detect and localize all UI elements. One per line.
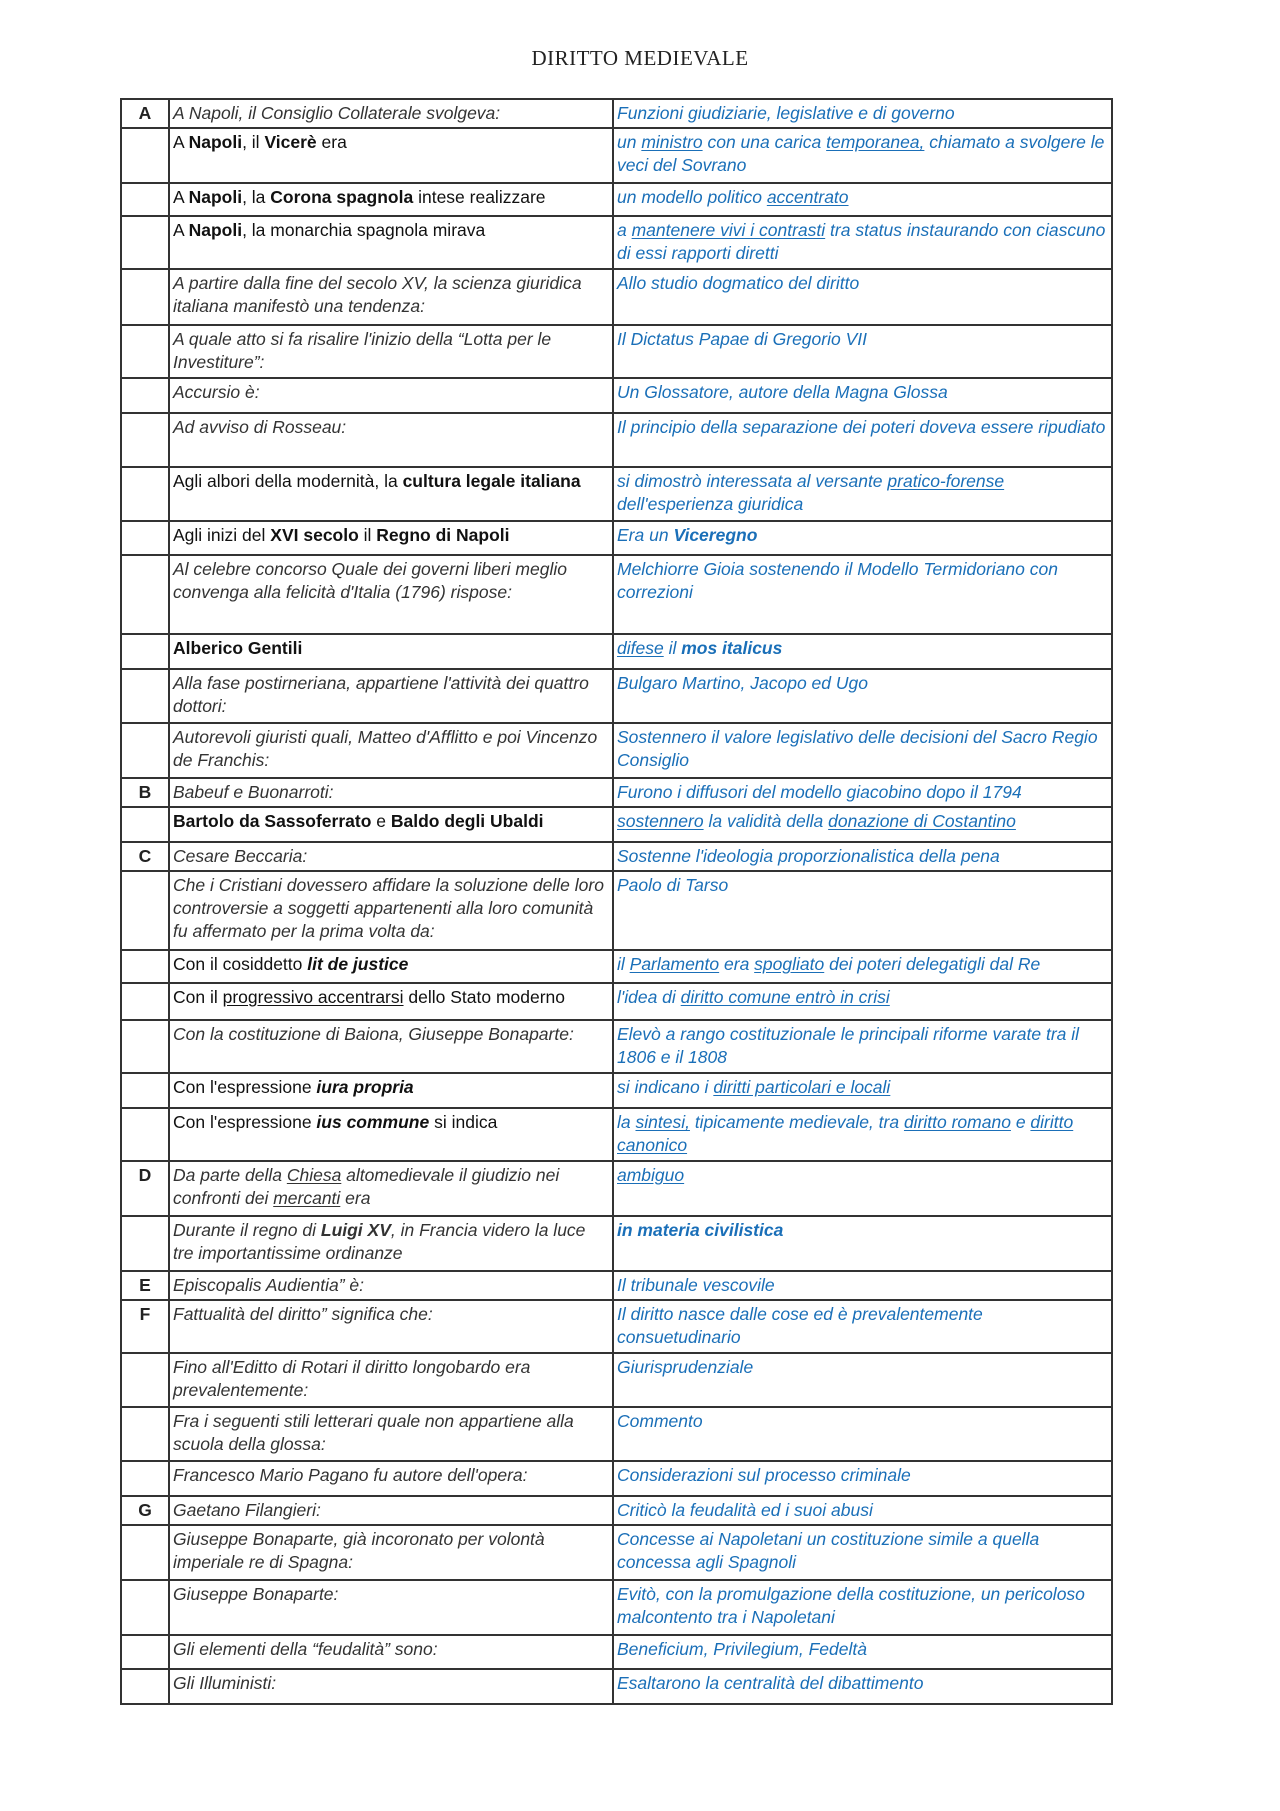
question-cell bbox=[169, 378, 613, 413]
answer-cell bbox=[613, 269, 1112, 325]
letter-cell bbox=[121, 871, 169, 950]
question-cell bbox=[169, 1669, 613, 1704]
letter-cell bbox=[121, 521, 169, 555]
question-cell bbox=[169, 269, 613, 325]
answer-text: diritto romano bbox=[903, 1112, 1011, 1132]
question-text: e bbox=[371, 811, 391, 831]
question-text: Gli elementi della “feudalità” sono: bbox=[173, 1639, 438, 1659]
question-text: , la bbox=[242, 187, 271, 207]
answer-cell bbox=[613, 128, 1112, 183]
question-text: intese realizzare bbox=[413, 187, 546, 207]
question-text: Da parte della bbox=[173, 1165, 287, 1185]
table-row bbox=[121, 183, 1112, 216]
question-text: , la monarchia spagnola mirava bbox=[242, 220, 486, 240]
answer-text: con una carica bbox=[702, 132, 827, 152]
question-text: Fra i seguenti stili letterari quale non appartiene alla scuola della glossa: bbox=[173, 1411, 574, 1454]
question-text: era bbox=[316, 132, 347, 152]
answer-text: tipicamente medievale, tra bbox=[689, 1112, 904, 1132]
question-cell bbox=[169, 778, 613, 807]
question-text: Giuseppe Bonaparte: bbox=[173, 1584, 339, 1604]
answer-text: Viceregno bbox=[673, 525, 758, 545]
answer-cell bbox=[613, 99, 1112, 128]
answer-text: Concesse ai Napoletani un costituzione simile a quella concessa agli Spagnoli bbox=[617, 1529, 1040, 1572]
question-text: Con il bbox=[173, 987, 223, 1007]
table-row bbox=[121, 269, 1112, 325]
letter-cell bbox=[121, 269, 169, 325]
table-row bbox=[121, 723, 1112, 778]
answer-cell bbox=[613, 467, 1112, 521]
question-text: Napoli bbox=[188, 187, 243, 207]
question-cell bbox=[169, 1216, 613, 1271]
answer-text: Commento bbox=[617, 1411, 703, 1431]
question-text: dello Stato moderno bbox=[403, 987, 566, 1007]
answer-cell bbox=[613, 183, 1112, 216]
question-text: Fino all'Editto di Rotari il diritto longobardo era prevalentemente: bbox=[173, 1357, 531, 1400]
question-text: Con l'espressione bbox=[173, 1077, 317, 1097]
question-cell bbox=[169, 1407, 613, 1461]
question-cell bbox=[169, 842, 613, 871]
answer-text: era bbox=[719, 954, 755, 974]
question-text: Baldo degli Ubaldi bbox=[390, 811, 544, 831]
question-text: Alberico Gentili bbox=[173, 638, 303, 658]
question-cell bbox=[169, 723, 613, 778]
question-cell bbox=[169, 871, 613, 950]
letter-cell bbox=[121, 216, 169, 269]
table-row bbox=[121, 467, 1112, 521]
answer-text: ministro bbox=[641, 132, 703, 152]
answer-cell bbox=[613, 1161, 1112, 1216]
table-row bbox=[121, 1580, 1112, 1635]
letter-cell: E bbox=[121, 1271, 169, 1300]
question-text: Episcopalis Audientia” è: bbox=[173, 1275, 364, 1295]
answer-text: accentrato bbox=[766, 187, 849, 207]
question-text: A bbox=[173, 132, 189, 152]
answer-text: Criticò la feudalità ed i suoi abusi bbox=[617, 1500, 873, 1520]
answer-text: Melchiorre Gioia sostenendo il Modello Termidoriano con correzioni bbox=[617, 559, 1058, 602]
answer-text: donazione di Costantino bbox=[828, 811, 1016, 831]
answer-cell bbox=[613, 1407, 1112, 1461]
answer-cell bbox=[613, 325, 1112, 378]
answer-text: diritto comune entrò in crisi bbox=[680, 987, 890, 1007]
question-cell bbox=[169, 216, 613, 269]
answer-cell bbox=[613, 1635, 1112, 1669]
question-cell bbox=[169, 1353, 613, 1407]
table-row bbox=[121, 216, 1112, 269]
question-text: Vicerè bbox=[264, 132, 317, 152]
answer-cell bbox=[613, 669, 1112, 723]
answer-cell bbox=[613, 1525, 1112, 1580]
question-cell bbox=[169, 99, 613, 128]
answer-text: un modello politico bbox=[617, 187, 767, 207]
table-row bbox=[121, 1525, 1112, 1580]
answer-text: a bbox=[617, 220, 632, 240]
table-row bbox=[121, 1496, 1112, 1525]
answer-cell bbox=[613, 634, 1112, 669]
question-text: Con il cosiddetto bbox=[173, 954, 308, 974]
answer-text: Sostennero il valore legislativo delle decisioni del Sacro Regio Consiglio bbox=[617, 727, 1098, 770]
letter-cell bbox=[121, 669, 169, 723]
question-text: era bbox=[340, 1188, 371, 1208]
answer-text: Evitò, con la promulgazione della costituzione, un pericoloso malcontento tra i Napoletani bbox=[617, 1584, 1085, 1627]
letter-cell bbox=[121, 325, 169, 378]
question-text: lit de justice bbox=[307, 954, 409, 974]
answer-text: temporanea, bbox=[826, 132, 925, 152]
question-text: si indica bbox=[429, 1112, 498, 1132]
answer-text: in materia civilistica bbox=[617, 1220, 784, 1240]
question-text: Babeuf e Buonarroti: bbox=[173, 782, 334, 802]
question-cell bbox=[169, 555, 613, 634]
table-row bbox=[121, 1635, 1112, 1669]
question-cell bbox=[169, 634, 613, 669]
question-cell bbox=[169, 1496, 613, 1525]
letter-cell bbox=[121, 1108, 169, 1161]
table-row bbox=[121, 1407, 1112, 1461]
question-cell bbox=[169, 1525, 613, 1580]
letter-cell bbox=[121, 1216, 169, 1271]
question-text: Chiesa bbox=[286, 1165, 342, 1185]
letter-cell: G bbox=[121, 1496, 169, 1525]
answer-cell bbox=[613, 1073, 1112, 1108]
question-cell bbox=[169, 807, 613, 842]
question-text: , il bbox=[242, 132, 265, 152]
table-row bbox=[121, 325, 1112, 378]
answer-cell bbox=[613, 216, 1112, 269]
question-cell bbox=[169, 1461, 613, 1496]
letter-cell bbox=[121, 1635, 169, 1669]
answer-text: Funzioni giudiziarie, legislative e di governo bbox=[617, 103, 955, 123]
page-title: DIRITTO MEDIEVALE bbox=[531, 46, 749, 70]
answer-text: sostennero bbox=[617, 811, 704, 831]
answer-cell bbox=[613, 1271, 1112, 1300]
answer-text: Furono i diffusori del modello giacobino dopo il 1794 bbox=[617, 782, 1022, 802]
letter-cell bbox=[121, 950, 169, 983]
answer-text: si indicano i bbox=[617, 1077, 714, 1097]
table-row bbox=[121, 128, 1112, 183]
answer-text: difese bbox=[617, 638, 664, 658]
letter-cell: A bbox=[121, 99, 169, 128]
question-text: Accursio è: bbox=[173, 382, 260, 402]
table-row bbox=[121, 950, 1112, 983]
qa-table bbox=[120, 98, 1113, 1705]
question-cell bbox=[169, 1271, 613, 1300]
qa-table-body bbox=[121, 99, 1112, 1704]
question-cell bbox=[169, 983, 613, 1020]
answer-cell bbox=[613, 555, 1112, 634]
answer-text: il bbox=[617, 954, 630, 974]
answer-text: Il Dictatus Papae di Gregorio VII bbox=[617, 329, 867, 349]
letter-cell: C bbox=[121, 842, 169, 871]
answer-cell bbox=[613, 842, 1112, 871]
table-row bbox=[121, 1271, 1112, 1300]
letter-cell bbox=[121, 1525, 169, 1580]
table-row bbox=[121, 871, 1112, 950]
question-text: Francesco Mario Pagano fu autore dell'opera: bbox=[173, 1465, 528, 1485]
question-cell bbox=[169, 128, 613, 183]
question-text: Con la costituzione di Baiona, Giuseppe Bonaparte: bbox=[173, 1024, 574, 1044]
question-text: mercanti bbox=[273, 1188, 341, 1208]
table-row bbox=[121, 842, 1112, 871]
question-cell bbox=[169, 413, 613, 467]
question-text: , in Francia videro la luce tre importantissime ordinanze bbox=[173, 1220, 586, 1263]
question-cell bbox=[169, 1300, 613, 1353]
question-text: Agli albori della modernità, la bbox=[173, 471, 403, 491]
table-row bbox=[121, 555, 1112, 634]
question-text: Gli Illuministi: bbox=[173, 1673, 277, 1693]
answer-cell bbox=[613, 1353, 1112, 1407]
answer-text: Giurisprudenziale bbox=[617, 1357, 754, 1377]
answer-cell bbox=[613, 1669, 1112, 1704]
letter-cell bbox=[121, 1461, 169, 1496]
question-cell bbox=[169, 1161, 613, 1216]
answer-text: Considerazioni sul processo criminale bbox=[617, 1465, 911, 1485]
answer-text: un bbox=[617, 132, 642, 152]
table-row bbox=[121, 983, 1112, 1020]
answer-text: Esaltarono la centralità del dibattimento bbox=[617, 1673, 924, 1693]
answer-text: Parlamento bbox=[629, 954, 720, 974]
question-text: Fattualità del diritto” significa che: bbox=[173, 1304, 433, 1324]
question-text: Al celebre concorso Quale dei governi liberi meglio convenga alla felicità d'Italia (1796) rispose: bbox=[173, 559, 567, 602]
table-row bbox=[121, 1108, 1112, 1161]
question-text: Che i Cristiani dovessero affidare la soluzione delle loro controversie a soggetti appartenenti alla loro comunità fu affermato per la prima volta da: bbox=[173, 875, 604, 941]
letter-cell bbox=[121, 1407, 169, 1461]
question-cell bbox=[169, 1073, 613, 1108]
question-text: Corona spagnola bbox=[270, 187, 414, 207]
answer-cell bbox=[613, 413, 1112, 467]
table-row bbox=[121, 1216, 1112, 1271]
answer-text: Era un bbox=[617, 525, 674, 545]
letter-cell bbox=[121, 128, 169, 183]
answer-text: diritti particolari e locali bbox=[713, 1077, 891, 1097]
question-text: il bbox=[358, 525, 377, 545]
question-text: cultura legale italiana bbox=[402, 471, 581, 491]
answer-text: Il diritto nasce dalle cose ed è prevalentemente consuetudinario bbox=[617, 1304, 983, 1347]
answer-text: la bbox=[617, 1112, 636, 1132]
letter-cell bbox=[121, 1353, 169, 1407]
answer-cell bbox=[613, 1108, 1112, 1161]
question-text: iura propria bbox=[316, 1077, 414, 1097]
question-text: Ad avviso di Rosseau: bbox=[173, 417, 347, 437]
question-text: XVI secolo bbox=[270, 525, 359, 545]
answer-text: sintesi, bbox=[635, 1112, 690, 1132]
letter-cell bbox=[121, 1073, 169, 1108]
table-row bbox=[121, 378, 1112, 413]
letter-cell bbox=[121, 723, 169, 778]
table-row bbox=[121, 778, 1112, 807]
question-text: A bbox=[173, 220, 189, 240]
question-cell bbox=[169, 1580, 613, 1635]
question-cell bbox=[169, 1635, 613, 1669]
question-text: A Napoli, il Consiglio Collaterale svolgeva: bbox=[173, 103, 501, 123]
answer-cell bbox=[613, 1216, 1112, 1271]
answer-text: chiamato a svolgere le veci del Sovrano bbox=[617, 132, 1105, 175]
answer-text: l'idea di bbox=[617, 987, 681, 1007]
answer-text: tra status instaurando con ciascuno di essi rapporti diretti bbox=[617, 220, 1106, 263]
letter-cell: F bbox=[121, 1300, 169, 1353]
question-cell bbox=[169, 1108, 613, 1161]
table-row bbox=[121, 1669, 1112, 1704]
answer-cell bbox=[613, 983, 1112, 1020]
question-cell bbox=[169, 669, 613, 723]
answer-text: diritto canonico bbox=[617, 1112, 1074, 1155]
answer-text: dei poteri delegatigli dal Re bbox=[824, 954, 1041, 974]
letter-cell bbox=[121, 413, 169, 467]
answer-text: e bbox=[1010, 1112, 1031, 1132]
question-text: Cesare Beccaria: bbox=[173, 846, 308, 866]
letter-cell bbox=[121, 183, 169, 216]
letter-cell bbox=[121, 1669, 169, 1704]
answer-text: pratico-forense bbox=[887, 471, 1005, 491]
question-cell bbox=[169, 183, 613, 216]
letter-cell bbox=[121, 555, 169, 634]
answer-cell bbox=[613, 807, 1112, 842]
answer-cell bbox=[613, 778, 1112, 807]
table-row bbox=[121, 1461, 1112, 1496]
question-text: altomedievale il giudizio nei confronti dei bbox=[173, 1165, 560, 1208]
table-row bbox=[121, 1161, 1112, 1216]
answer-cell bbox=[613, 378, 1112, 413]
question-cell bbox=[169, 521, 613, 555]
question-text: progressivo accentrarsi bbox=[222, 987, 404, 1007]
answer-text: il bbox=[663, 638, 682, 658]
question-text: Napoli bbox=[188, 220, 243, 240]
letter-cell bbox=[121, 634, 169, 669]
answer-text: dell'esperienza giuridica bbox=[617, 494, 804, 514]
answer-text: ambiguo bbox=[617, 1165, 685, 1185]
question-text: Giuseppe Bonaparte, già incoronato per volontà imperiale re di Spagna: bbox=[173, 1529, 545, 1572]
answer-cell bbox=[613, 871, 1112, 950]
question-cell bbox=[169, 325, 613, 378]
question-cell bbox=[169, 467, 613, 521]
question-text: Durante il regno di bbox=[173, 1220, 321, 1240]
letter-cell bbox=[121, 1020, 169, 1073]
answer-text: la validità della bbox=[703, 811, 829, 831]
letter-cell bbox=[121, 807, 169, 842]
answer-cell bbox=[613, 1461, 1112, 1496]
question-cell bbox=[169, 950, 613, 983]
letter-cell: D bbox=[121, 1161, 169, 1216]
table-row bbox=[121, 669, 1112, 723]
answer-cell bbox=[613, 723, 1112, 778]
answer-text: spogliato bbox=[754, 954, 825, 974]
question-text: Gaetano Filangieri: bbox=[173, 1500, 321, 1520]
question-text: Napoli bbox=[188, 132, 243, 152]
letter-cell bbox=[121, 1580, 169, 1635]
answer-text: Beneficium, Privilegium, Fedeltà bbox=[617, 1639, 867, 1659]
table-row bbox=[121, 1300, 1112, 1353]
answer-cell bbox=[613, 1300, 1112, 1353]
question-text: Agli inizi del bbox=[173, 525, 271, 545]
answer-cell bbox=[613, 1496, 1112, 1525]
table-row bbox=[121, 521, 1112, 555]
question-text: ius commune bbox=[316, 1112, 430, 1132]
answer-text: mantenere vivi i contrasti bbox=[631, 220, 826, 240]
question-text: A partire dalla fine del secolo XV, la scienza giuridica italiana manifestò una tendenza: bbox=[173, 273, 582, 316]
question-text: Regno di Napoli bbox=[376, 525, 510, 545]
answer-cell bbox=[613, 521, 1112, 555]
letter-cell bbox=[121, 983, 169, 1020]
answer-text: Un Glossatore, autore della Magna Glossa bbox=[617, 382, 948, 402]
table-row bbox=[121, 413, 1112, 467]
letter-cell: B bbox=[121, 778, 169, 807]
table-row bbox=[121, 1353, 1112, 1407]
table-row bbox=[121, 1020, 1112, 1073]
table-row bbox=[121, 634, 1112, 669]
answer-cell bbox=[613, 950, 1112, 983]
answer-text: Paolo di Tarso bbox=[617, 875, 729, 895]
answer-text: Allo studio dogmatico del diritto bbox=[617, 273, 860, 293]
answer-cell bbox=[613, 1020, 1112, 1073]
answer-text: Bulgaro Martino, Jacopo ed Ugo bbox=[617, 673, 868, 693]
table-row bbox=[121, 807, 1112, 842]
question-cell bbox=[169, 1020, 613, 1073]
question-text: Bartolo da Sassoferrato bbox=[173, 811, 372, 831]
question-text: Luigi XV bbox=[320, 1220, 391, 1240]
answer-text: Il principio della separazione dei poteri doveva essere ripudiato bbox=[617, 417, 1106, 437]
table-row bbox=[121, 1073, 1112, 1108]
answer-text: mos italicus bbox=[681, 638, 783, 658]
letter-cell bbox=[121, 378, 169, 413]
question-text: Autorevoli giuristi quali, Matteo d'Afflitto e poi Vincenzo de Franchis: bbox=[173, 727, 598, 770]
answer-text: Elevò a rango costituzionale le principali riforme varate tra il 1806 e il 1808 bbox=[617, 1024, 1080, 1067]
table-row bbox=[121, 99, 1112, 128]
answer-text: Il tribunale vescovile bbox=[617, 1275, 775, 1295]
question-text: Con l'espressione bbox=[173, 1112, 317, 1132]
question-text: A quale atto si fa risalire l'inizio della “Lotta per le Investiture”: bbox=[173, 329, 552, 372]
letter-cell bbox=[121, 467, 169, 521]
question-text: A bbox=[173, 187, 189, 207]
question-text: Alla fase postirneriana, appartiene l'attività dei quattro dottori: bbox=[173, 673, 589, 716]
answer-text: Sostenne l'ideologia proporzionalistica della pena bbox=[617, 846, 1000, 866]
answer-cell bbox=[613, 1580, 1112, 1635]
answer-text: si dimostrò interessata al versante bbox=[617, 471, 888, 491]
